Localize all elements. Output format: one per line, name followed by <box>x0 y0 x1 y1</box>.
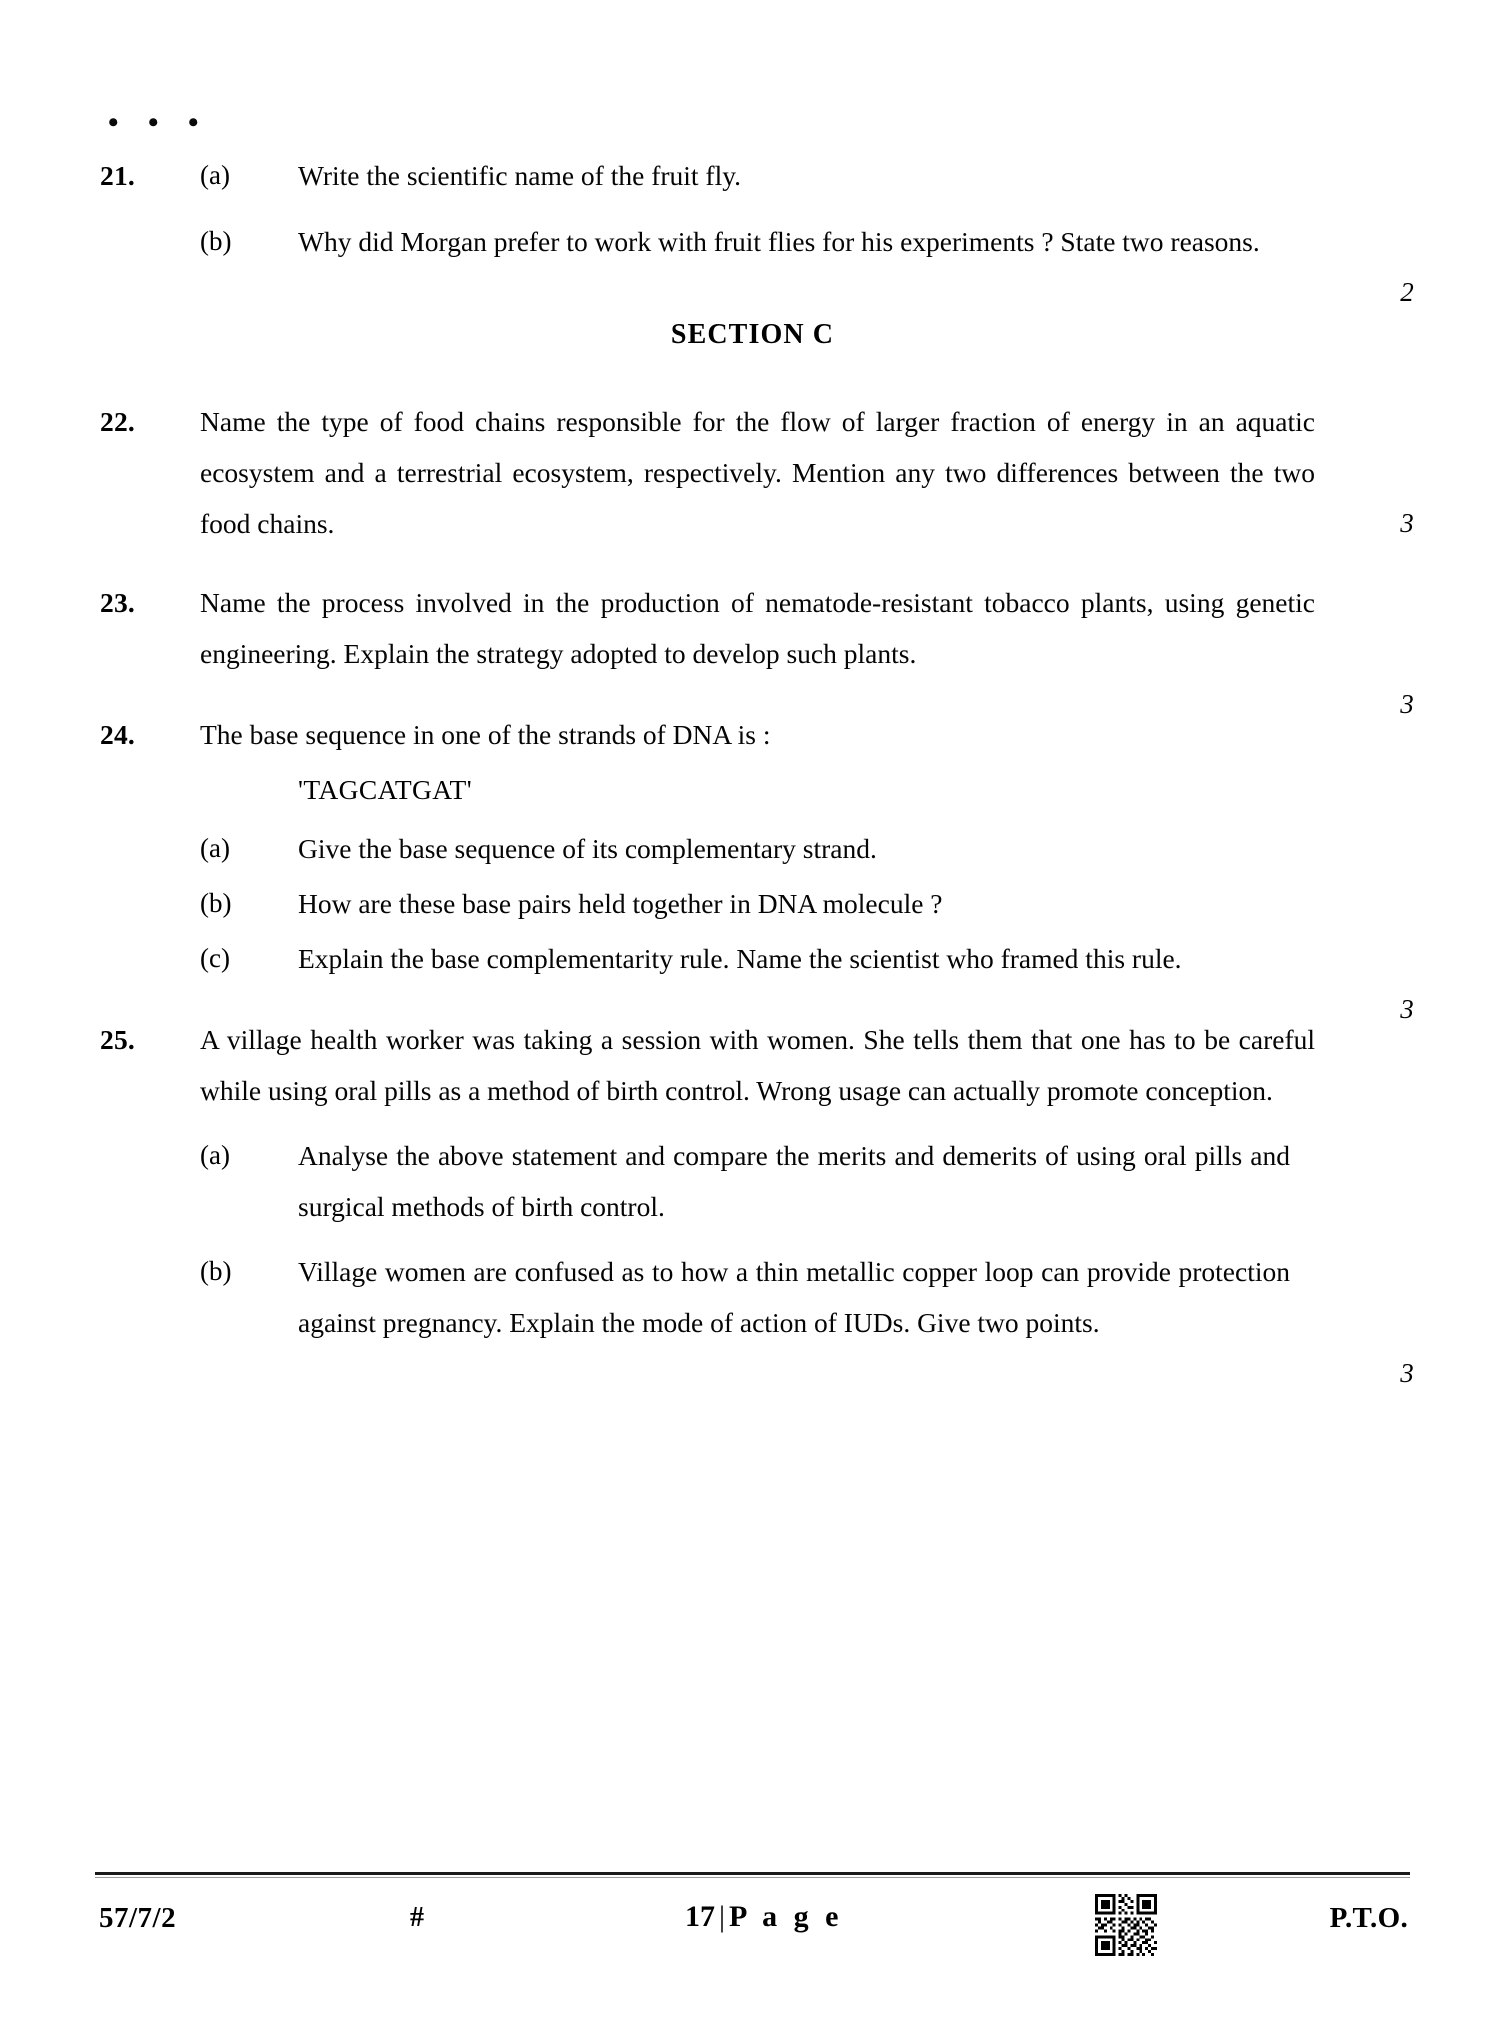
marks-22: 3 <box>1400 508 1414 538</box>
question-number: 21. <box>100 160 135 191</box>
question-24a-text: Give the base sequence of its complementary strand. <box>298 833 877 864</box>
question-24-text: The base sequence in one of the strands of DNA is : <box>200 719 771 750</box>
hash-mark: # <box>410 1902 424 1933</box>
question-24c <box>0 933 1505 1024</box>
pto-label: P.T.O. <box>1329 1902 1408 1934</box>
question-24b-text: How are these base pairs held together in DNA molecule ? <box>298 888 943 919</box>
question-25b <box>0 1246 1505 1388</box>
part-label-b: (b) <box>200 888 232 918</box>
question-24a <box>0 823 1505 874</box>
page-separator: | <box>719 1900 726 1933</box>
part-label-c: (c) <box>200 943 230 973</box>
question-number: 23. <box>100 587 135 618</box>
page-word: P a g e <box>729 1900 844 1933</box>
question-24b <box>0 878 1505 929</box>
question-21a-text: Write the scientific name of the fruit fly. <box>298 160 742 191</box>
marks-21b: 2 <box>1400 277 1414 307</box>
question-number: 24. <box>100 719 135 750</box>
question-22 <box>0 396 1505 549</box>
question-25a <box>0 1130 1505 1232</box>
qr-code-icon <box>1095 1894 1157 1956</box>
part-label-b: (b) <box>200 226 232 256</box>
question-number: 25. <box>100 1024 135 1055</box>
dna-base-sequence: 'TAGCATGAT' <box>298 774 473 805</box>
part-label-b: (b) <box>200 1256 232 1286</box>
page-number: 17 <box>685 1900 715 1933</box>
section-c-heading: SECTION C <box>670 319 835 350</box>
continuation-dots: • • • <box>108 106 210 139</box>
part-label-a: (a) <box>200 833 230 863</box>
question-24 <box>0 709 1505 760</box>
page-indicator <box>685 1900 843 1934</box>
question-23-text: Name the process involved in the production of nematode-resistant tobacco plants, using genetic engineering. Explain the strategy adopted to develop such plants. <box>200 587 1315 669</box>
question-25a-text: Analyse the above statement and compare the merits and demerits of using oral pills and surgical methods of birth control. <box>298 1140 1290 1222</box>
part-label-a: (a) <box>200 1140 230 1170</box>
marks-24c: 3 <box>1400 994 1414 1024</box>
qr-code-svg <box>1095 1894 1157 1956</box>
question-25-text: A village health worker was taking a session with women. She tells them that one has to be careful while using oral pills as a method of birth control. Wrong usage can actually promote conception. <box>200 1024 1315 1106</box>
footer-divider <box>95 1872 1410 1875</box>
question-content <box>0 150 1505 1388</box>
question-25b-text: Village women are confused as to how a thin metallic copper loop can provide protection against pregnancy. Explain the mode of action of IUDs. Give two points. <box>298 1256 1290 1338</box>
part-label-a: (a) <box>200 160 230 190</box>
question-21b-text: Why did Morgan prefer to work with fruit flies for his experiments ? State two reasons. <box>298 226 1260 257</box>
question-23 <box>0 577 1505 719</box>
page-footer <box>95 1872 1410 1982</box>
question-24c-text: Explain the base complementarity rule. Name the scientist who framed this rule. <box>298 943 1182 974</box>
footer-row <box>95 1888 1410 1968</box>
question-22-text: Name the type of food chains responsible for the flow of larger fraction of energy in an aquatic ecosystem and a terrestrial ecosystem, respectively. Mention any two differences between the two food chains. <box>200 406 1315 539</box>
question-25 <box>0 1014 1505 1116</box>
question-24-sequence-row <box>0 764 1505 815</box>
question-21b <box>0 216 1505 307</box>
marks-25b: 3 <box>1400 1358 1414 1388</box>
question-21 <box>0 150 1505 201</box>
question-number: 22. <box>100 406 135 437</box>
marks-23: 3 <box>1400 689 1414 719</box>
paper-code: 57/7/2 <box>99 1902 177 1934</box>
